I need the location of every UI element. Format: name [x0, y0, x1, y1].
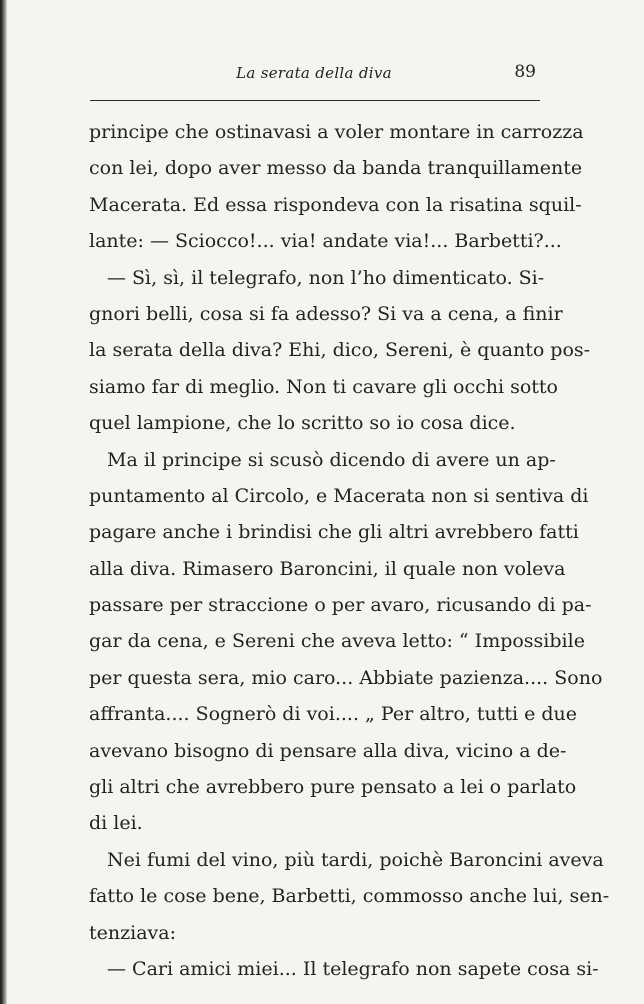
- text-line: alla diva. Rimasero Baroncini, il quale non voleva: [89, 557, 566, 580]
- body-text: [89, 114, 610, 987]
- text-line: di lei.: [89, 812, 143, 835]
- text-line: per questa sera, mio caro... Abbiate pazienza.... Sono: [89, 666, 603, 689]
- binding-edge: [0, 0, 7, 1004]
- text-line: quel lampione, che lo scritto so io cosa dice.: [89, 412, 516, 435]
- text-line: avevano bisogno di pensare alla diva, vicino a de-: [89, 739, 567, 762]
- text-line: Nei fumi del vino, più tardi, poichè Baroncini aveva: [107, 848, 604, 871]
- text-line: principe che ostinavasi a voler montare in carrozza: [89, 121, 584, 143]
- page-header: [88, 60, 540, 90]
- text-line: puntamento al Circolo, e Macerata non si sentiva di: [89, 484, 589, 507]
- text-line: gar da cena, e Sereni che aveva letto: “ Impossibile: [89, 630, 585, 653]
- text-line: passare per straccione o per avaro, ricusando di pa-: [89, 594, 592, 617]
- text-line: fatto le cose bene, Barbetti, commosso anche lui, sen-: [89, 885, 610, 908]
- running-title: La serata della diva: [236, 64, 392, 82]
- text-line: Macerata. Ed essa rispondeva con la risatina squil-: [89, 193, 582, 216]
- text-line: gli altri che avrebbero pure pensato a lei o parlato: [89, 776, 577, 799]
- text-line: affranta.... Sognerò di voi.... „ Per altro, tutti e due: [89, 703, 578, 726]
- text-line: tenziava:: [89, 921, 176, 944]
- text-line: lante: — Sciocco!... via! andate via!... Barbetti?...: [89, 230, 562, 253]
- text-line: pagare anche i brindisi che gli altri avrebbero fatti: [89, 521, 579, 544]
- text-line: gnori belli, cosa si fa adesso? Si va a cena, a finir: [89, 302, 563, 325]
- text-line: Ma il principe si scusò dicendo di avere un ap-: [107, 448, 556, 471]
- text-line: con lei, dopo aver messo da banda tranquillamente: [89, 157, 583, 180]
- text-line: — Cari amici miei... Il telegrafo non sapete cosa si-: [107, 957, 599, 980]
- text-line: siamo far di meglio. Non ti cavare gli occhi sotto: [89, 375, 558, 398]
- page-number: 89: [514, 62, 536, 82]
- text-line: — Sì, sì, il telegrafo, non l’ho dimenticato. Si-: [107, 266, 545, 289]
- header-rule: [90, 100, 540, 101]
- text-line: la serata della diva? Ehi, dico, Sereni, è quanto pos-: [89, 339, 591, 362]
